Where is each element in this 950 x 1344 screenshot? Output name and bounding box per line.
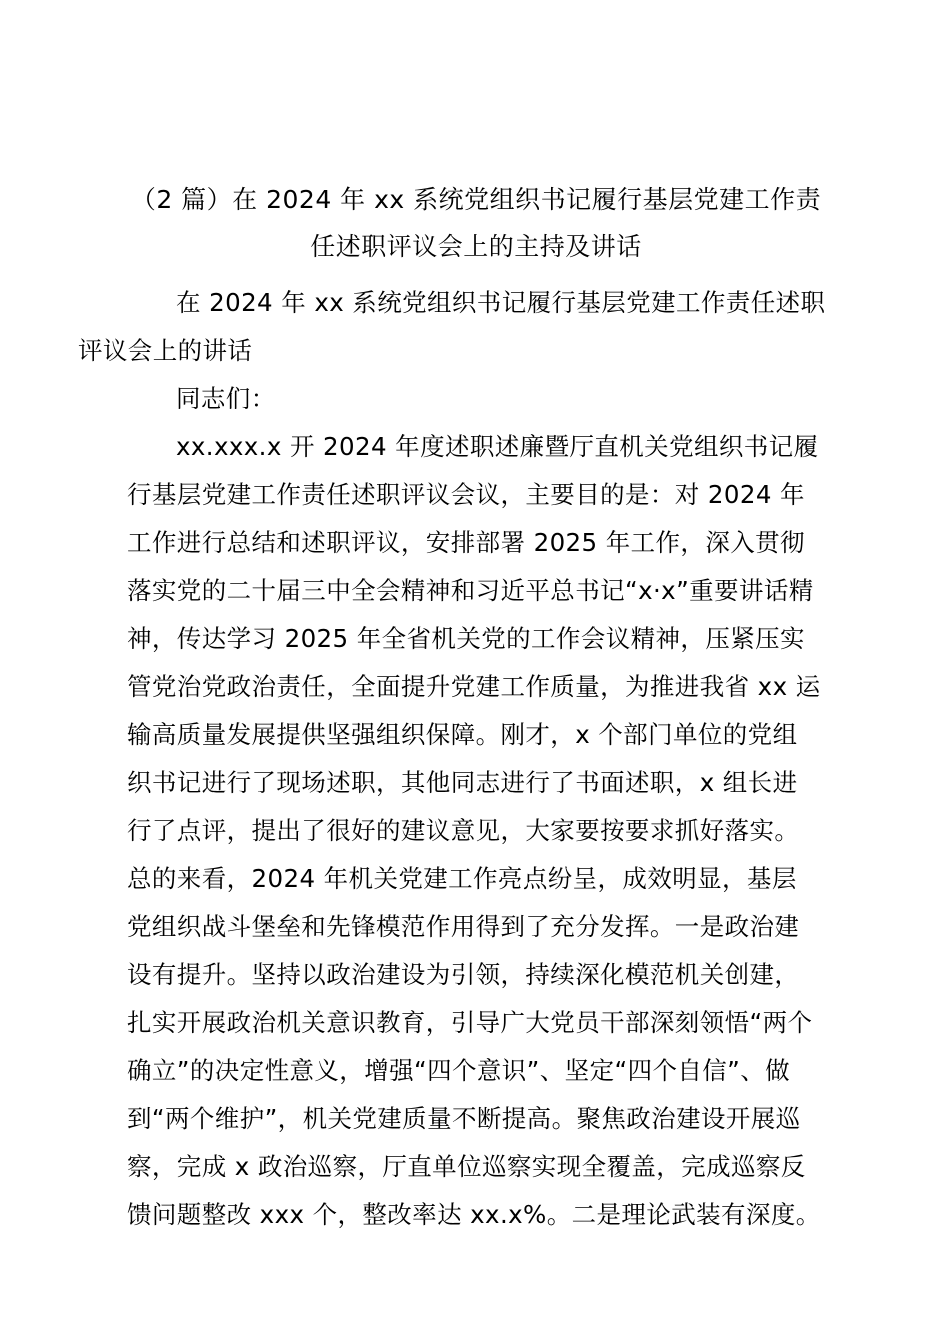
paragraph-line: 行了点评，提出了很好的建议意见，大家要按要求抓好落实。: [127, 816, 800, 845]
paragraph-line: 行基层党建工作责任述职评议会议，主要目的是：对 2024 年: [127, 480, 805, 509]
body-paragraph: [127, 423, 833, 1239]
paragraph-line: 设有提升。坚持以政治建设为引领，持续深化模范机关创建，: [127, 960, 800, 989]
paragraph-line: 党组织战斗堡垒和先锋模范作用得到了充分发挥。一是政治建: [127, 912, 800, 941]
speech-subtitle: [78, 279, 833, 375]
paragraph-line: xx.xxx.x 开 2024 年度述职述廉暨厅直机关党组织书记履: [176, 432, 819, 461]
paragraph-line: 输高质量发展提供坚强组织保障。刚才，x 个部门单位的党组: [127, 720, 798, 749]
paragraph-line: 扎实开展政治机关意识教育，引导广大党员干部深刻领悟“两个: [127, 1008, 813, 1037]
paragraph-line: 织书记进行了现场述职，其他同志进行了书面述职，x 组长进: [127, 768, 798, 797]
subtitle-line: 在 2024 年 xx 系统党组织书记履行基层党建工作责任述职: [176, 288, 826, 317]
paragraph-line: 总的来看，2024 年机关党建工作亮点纷呈，成效明显，基层: [127, 864, 797, 893]
paragraph-line: 工作进行总结和述职评议，安排部署 2025 年工作，深入贯彻: [127, 528, 805, 557]
document-title: [120, 176, 832, 270]
paragraph-line: 馈问题整改 xxx 个，整改率达 xx.x%。二是理论武装有深度。: [127, 1200, 821, 1229]
paragraph-line: 落实党的二十届三中全会精神和习近平总书记“x·x”重要讲话精: [127, 576, 814, 605]
paragraph-line: 察，完成 x 政治巡察，厅直单位巡察实现全覆盖，完成巡察反: [127, 1152, 806, 1181]
title-line: 任述职评议会上的主持及讲话: [310, 232, 642, 261]
paragraph-line: 到“两个维护”，机关党建质量不断提高。聚焦政治建设开展巡: [127, 1104, 801, 1133]
paragraph-line: 神，传达学习 2025 年全省机关党的工作会议精神，压紧压实: [127, 624, 805, 653]
paragraph-line: 确立”的决定性意义，增强“四个意识”、坚定“四个自信”、做: [127, 1056, 791, 1085]
subtitle-line: 评议会上的讲话: [78, 336, 253, 365]
document-body: [78, 279, 833, 1239]
title-line: （2 篇）在 2024 年 xx 系统党组织书记履行基层党建工作责: [130, 185, 822, 214]
salutation: 同志们：: [176, 384, 276, 413]
paragraph-line: 管党治党政治责任，全面提升党建工作质量，为推进我省 xx 运: [127, 672, 821, 701]
